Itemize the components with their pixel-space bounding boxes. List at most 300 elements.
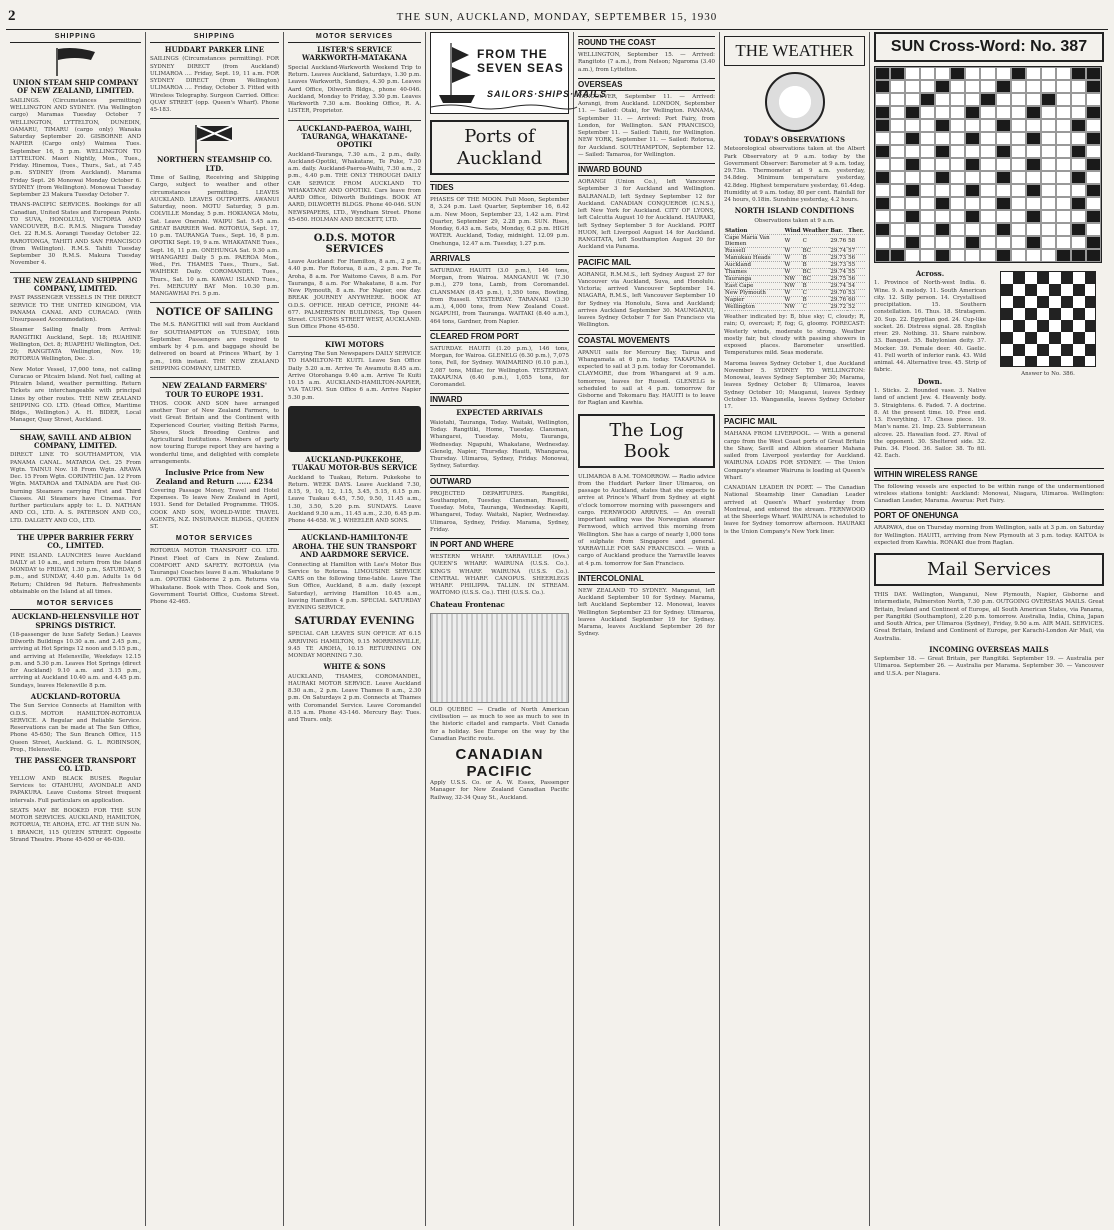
crossword-black-square: [1011, 67, 1026, 80]
coastal-heading: COASTAL MOVEMENTS: [578, 334, 715, 347]
column-shipping-news: [574, 32, 720, 1226]
crossword-cell[interactable]: [1056, 80, 1071, 93]
crossword-cell[interactable]: [1011, 119, 1026, 132]
te-aroha-service-text: Connecting at Hamilton with Lee's Motor Bus Service to Rotorua. LIMOUSINE SERVICE CARS on the following time-table. Leave The Sun Office, Auckland, 8 a.m. daily (except Saturday), arriving Hamilton 10.45 a.m., leaving Hamilton 4 p.m. SPECIAL SATURDAY EVENING SERVICE.: [288, 561, 421, 612]
crossword-cell[interactable]: [1056, 67, 1071, 80]
table-cell: Napier: [724, 297, 784, 304]
table-cell: W: [784, 269, 802, 276]
crossword-black-square: [996, 171, 1011, 184]
masthead-title: THE SUN, AUCKLAND, MONDAY, SEPTEMBER 15, 1930: [396, 11, 718, 23]
crossword-black-square: [875, 119, 890, 132]
divider: [288, 529, 421, 530]
crossword-cell[interactable]: [980, 158, 995, 171]
crossword-cell[interactable]: [1071, 106, 1086, 119]
canadian-pacific-text: Apply U.S.S. Co. or A. W. Essex, Passenger Manager for New Zealand Canadian Pacific Railway, 32-34 Quay St., Auckland.: [430, 780, 569, 801]
log-book-text: ULIMAROA 8 A.M. TOMORROW. — Radio advice from the Huddart Parker liner Ulimaroa, on passage to Auckland, states that she expects to arrive at Prince's Wharf from Sydney at eight o'clock tomorrow morning with passengers and cargo. FERNWOOD ARRIVES. — An overall important sailing was the Norwegian steamer Fernwood, which arrived this morning from Wellington. She has a cargo of nearly 1,000 tons of sulphate from Singapore and general. YARRAVILLE FOR SAN FRANCISCO. — With a cargo of Auckland produce the Yarraville leaves at 4 p.m. tomorrow for San Francisco.: [578, 473, 715, 567]
crossword-cell[interactable]: [890, 80, 905, 93]
crossword-cell[interactable]: [1071, 236, 1086, 249]
crossword-cell[interactable]: [920, 80, 935, 93]
lister-service-text: Special Auckland-Warkworth Weekend Trip to Return. Leaves Auckland, Saturdays, 1.30 p.m. Leaves Warkworth, Sundays, 4.30 p.m. Leaves Aard Office, Dilworth Bldgs., phone 40-046. Auckland, Monday to Friday, 3.30 p.m. Leaves Warkworth 7.30 a.m. Booking Office, R. A. LISTER, Proprietor.: [288, 64, 421, 115]
crossword-cell[interactable]: [890, 106, 905, 119]
crossword-cell[interactable]: [965, 119, 980, 132]
crossword-black-square: [890, 67, 905, 80]
chateau-text: OLD QUEBEC — Cradle of North American civilisation — as much to see as much to see in the historic citadel and ramparts. Visit Canada for a holiday. See Europe on the way by the Canadian Pacific route.: [430, 706, 569, 742]
table-cell: 29.76: [829, 235, 847, 248]
table-cell: 56: [847, 276, 865, 283]
crossword-cell[interactable]: [920, 249, 935, 262]
table-cell: 29.74: [830, 283, 847, 290]
crossword-cell[interactable]: [1011, 158, 1026, 171]
crossword-cell[interactable]: [1011, 236, 1026, 249]
crossword-black-square: [875, 67, 890, 80]
coastal-text: APANUI sails for Mercury Bay, Tairua and Whangamata at 6 p.m. today. TAKAPUNA is expected to sail at 3 p.m. today for Coromandel. CLAYMORE, due from Whangarei at 9 a.m. tomorrow, leaves for Russell. GLENELG is scheduled to sail at 4 p.m. tomorrow for Gisborne and Tokomaru Bay. HAUITI is to leave for Raglan and Kawhia.: [578, 349, 715, 407]
crossword-cell[interactable]: [1026, 80, 1041, 93]
crossword-cell[interactable]: [1011, 171, 1026, 184]
crossword-cell[interactable]: [890, 236, 905, 249]
crossword-cell[interactable]: [1011, 197, 1026, 210]
table-row: [724, 304, 865, 311]
column-heading: SHIPPING: [150, 32, 279, 43]
table-cell: C: [802, 235, 830, 248]
crossword-cell[interactable]: [875, 158, 890, 171]
table-cell: Auckland: [724, 262, 784, 269]
columns: [6, 32, 1108, 1226]
divider: [10, 429, 141, 430]
divider: [288, 228, 421, 229]
crossword-cell[interactable]: [980, 249, 995, 262]
table-row: [724, 290, 865, 297]
tides-heading: TIDES: [430, 181, 569, 194]
crossword-cell[interactable]: [980, 184, 995, 197]
divider: [288, 120, 421, 121]
crossword-cell[interactable]: [935, 106, 950, 119]
crossword-cell[interactable]: [935, 210, 950, 223]
crossword-cell[interactable]: [1086, 171, 1101, 184]
rotorua-service-name: AUCKLAND-ROTORUA: [30, 691, 121, 701]
upper-barrier-ferry-text: PINE ISLAND. LAUNCHES leave Auckland DAILY at 10 a.m., and return from the Island MONDAY to FRIDAY, 1.30 p.m., SATURDAY, 5 p.m., and SUNDAY, 4.40 p.m. Adults 1s 6d Return; Children 9d Return. Refreshments obtainable on the Island at all times.: [10, 552, 141, 595]
column-crossword: [870, 32, 1108, 1226]
crossword-cell[interactable]: [905, 119, 920, 132]
crossword-cell[interactable]: [950, 184, 965, 197]
crossword-cell[interactable]: [905, 197, 920, 210]
crossword-cell[interactable]: [980, 171, 995, 184]
crossword-cell[interactable]: [1026, 223, 1041, 236]
crossword-cell[interactable]: [1071, 80, 1086, 93]
crossword-cell[interactable]: [935, 236, 950, 249]
crossword-black-square: [1026, 236, 1041, 249]
crossword-cell[interactable]: [920, 145, 935, 158]
crossword-cell[interactable]: [1086, 145, 1101, 158]
crossword-black-square: [1056, 249, 1071, 262]
table-cell: BC: [802, 248, 830, 255]
crossword-cell[interactable]: [1041, 145, 1056, 158]
crossword-black-square: [875, 80, 890, 93]
crossword-cell[interactable]: [950, 145, 965, 158]
crossword-cell[interactable]: [1086, 93, 1101, 106]
notice-of-sailing-heading: NOTICE OF SAILING: [155, 307, 274, 319]
table-cell: 55: [847, 262, 865, 269]
crossword-cell[interactable]: [1041, 80, 1056, 93]
crossword-cell[interactable]: [965, 223, 980, 236]
table-cell: W: [784, 290, 802, 297]
crossword-black-square: [905, 132, 920, 145]
intercolonial-text: NEW ZEALAND TO SYDNEY. Manganui, left Auckland September 10 for Sydney. Marama, left Auckland September 12. Monowai, leaves Wellington September 23 for Sydney. Ulimaroa, leaves Auckland September 19 for Sydney. Marama, leaves Auckland September 26 for Sydney.: [578, 587, 715, 638]
cleared-heading: CLEARED FROM PORT: [430, 330, 569, 343]
table-cell: 29.73: [830, 262, 847, 269]
crossword-cell[interactable]: [1056, 145, 1071, 158]
table-cell: New Plymouth: [724, 290, 784, 297]
canadian-leader-text: CANADIAN LEADER IN PORT. — The Canadian National Steamship liner Canadian Leader arrived at Queen's Wharf yesterday from Montreal, and entered the stream. FERNWOOD at the Sheerlegs Wharf. WAIRUNA is scheduled to leave for Sydney tomorrow afternoon. HAURAKI is the Union Company's New York liner.: [724, 485, 865, 535]
crossword-black-square: [965, 158, 980, 171]
crossword-cell[interactable]: [935, 93, 950, 106]
crossword-cell[interactable]: [920, 210, 935, 223]
north-island-table: [724, 228, 865, 311]
crossword-cell[interactable]: [965, 171, 980, 184]
crossword-cell[interactable]: [1011, 184, 1026, 197]
white-sons-name: WHITE & SONS: [323, 662, 386, 672]
crossword-cell[interactable]: [1026, 119, 1041, 132]
overseas-heading: OVERSEAS: [578, 78, 715, 91]
crossword-cell[interactable]: [1071, 184, 1086, 197]
crossword-cell[interactable]: [950, 197, 965, 210]
crossword-cell[interactable]: [890, 132, 905, 145]
trans-pacific-services: TRANS-PACIFIC SERVICES. Bookings for all Canadian, United States and European Points. TO SUVA, HONOLULU, VICTORIA AND VANCOUVER, B.C. R.M.S. Niagara Tuesday Oct. 22 R.M.S. Aorangi Tuesday October 22. RAROTONGA, TAHITI AND SAN FRANCISCO (from Wellington). R.M.S. Tahiti Tuesday September 30 R.M.S. Makura Tuesday November 4.: [10, 202, 141, 267]
table-cell: 29.74: [830, 248, 847, 255]
crossword-cell[interactable]: [875, 210, 890, 223]
crossword-cell[interactable]: [920, 119, 935, 132]
crossword-black-square: [905, 210, 920, 223]
crossword-cell[interactable]: [1056, 210, 1071, 223]
crossword-cell[interactable]: [890, 184, 905, 197]
table-cell: 57: [847, 248, 865, 255]
chateau-caption: Chateau Frontenac: [430, 599, 505, 609]
crossword-black-square: [996, 145, 1011, 158]
mail-services-title: Mail Services: [874, 553, 1104, 586]
crossword-cell[interactable]: [980, 106, 995, 119]
crossword-cell[interactable]: [1041, 106, 1056, 119]
crossword-cell[interactable]: [1041, 210, 1056, 223]
helensville-service-name: AUCKLAND-HELENSVILLE HOT SPRINGS DISTRICT.: [12, 612, 139, 630]
divider: [288, 336, 421, 337]
crossword-cell[interactable]: [1011, 223, 1026, 236]
crossword-cell[interactable]: [890, 223, 905, 236]
crossword-black-square: [1086, 67, 1101, 80]
crossword-cell[interactable]: [920, 171, 935, 184]
crossword-cell[interactable]: [920, 197, 935, 210]
crossword-black-square: [1071, 223, 1086, 236]
crossword-cell[interactable]: [980, 132, 995, 145]
crossword-cell[interactable]: [890, 171, 905, 184]
crossword-cell[interactable]: [1026, 249, 1041, 262]
crossword-cell[interactable]: [996, 106, 1011, 119]
table-row: [724, 276, 865, 283]
crossword-cell[interactable]: [1056, 236, 1071, 249]
crossword-cell[interactable]: [1011, 249, 1026, 262]
crossword-cell[interactable]: [1086, 223, 1101, 236]
table-cell: 29.72: [830, 304, 847, 311]
crossword-cell[interactable]: [920, 67, 935, 80]
crossword-cell[interactable]: [980, 197, 995, 210]
crossword-black-square: [1041, 93, 1056, 106]
cook-tour-text-2: Covering Passage Money, Travel and Hotel Expenses. To leave New Zealand in April, 1931. Send for Detailed Programme. THOS. COOK AND SON, WORLD-WIDE TRAVEL AGENTS, N.Z. INSURANCE BLDGS., QUEEN ST.: [150, 487, 279, 531]
crossword-cell[interactable]: [935, 132, 950, 145]
crossword-black-square: [875, 145, 890, 158]
seven-seas-title: FROM THE SEVEN SEAS: [477, 47, 564, 75]
crossword-cell[interactable]: [950, 223, 965, 236]
crossword-cell[interactable]: [965, 80, 980, 93]
crossword-cell[interactable]: [950, 93, 965, 106]
crossword-cell[interactable]: [1026, 197, 1041, 210]
table-cell: East Cape: [724, 283, 784, 290]
overseas-text: VANCOUVER, September 11. — Arrived: Aorangi, from Auckland. LONDON, September 11. — Sailed: Otaki, for Wellington. PANAMA, September 11. — Arrived: Port Fairy, from London, for Wellington. SAN FRANCISCO, September 11. — Sailed: Tahiti, for Wellington. NEW YORK, September 11. — Sailed: Rotorua, for Auckland. SOUTHAMPTON, September 12. — Sailed: Tamaroa, for Wellington.: [578, 93, 715, 158]
crossword-cell[interactable]: [1086, 197, 1101, 210]
crossword-black-square: [1071, 119, 1086, 132]
crossword-cell[interactable]: [965, 197, 980, 210]
crossword-cell[interactable]: [890, 158, 905, 171]
crossword-cell[interactable]: [890, 197, 905, 210]
table-cell: Manukau Heads: [724, 255, 784, 262]
union-company-flag-icon: [53, 46, 99, 76]
crossword-cell[interactable]: [1041, 184, 1056, 197]
crossword-cell[interactable]: [980, 80, 995, 93]
crossword-cell[interactable]: [1056, 184, 1071, 197]
crossword-cell[interactable]: [1056, 223, 1071, 236]
crossword-cell[interactable]: [1056, 197, 1071, 210]
crossword-cell[interactable]: [1041, 158, 1056, 171]
crossword-title: SUN Cross-Word: No. 387: [874, 32, 1104, 62]
seven-seas-subtitle: SAILORS·SHIPS·MAILS: [487, 89, 608, 99]
table-cell: 54: [847, 283, 865, 290]
ports-of-auckland-title: Ports of Auckland: [430, 120, 569, 175]
crossword-cell[interactable]: [875, 236, 890, 249]
crossword-cell[interactable]: [965, 93, 980, 106]
crossword-cell[interactable]: [920, 184, 935, 197]
crossword-cell[interactable]: [1086, 119, 1101, 132]
table-cell: 52: [847, 304, 865, 311]
crossword-black-square: [935, 197, 950, 210]
crossword-cell[interactable]: [1026, 93, 1041, 106]
crossword-black-square: [905, 158, 920, 171]
seats-booking-notice: SEATS MAY BE BOOKED FOR THE SUN MOTOR SERVICES. AUCKLAND, HAMILTON, ROTORUA, TE AROHA, ETC. AT THE SUN No. 1 BRANCH, 115 QUEEN STREET. Opposite Strand Theatre. Phone 45-650 or 46-030.: [10, 807, 141, 843]
crossword-cell[interactable]: [996, 67, 1011, 80]
crossword-black-square: [905, 106, 920, 119]
crossword-cell[interactable]: [1056, 119, 1071, 132]
crossword-black-square: [1086, 132, 1101, 145]
crossword-cell[interactable]: [950, 106, 965, 119]
crossword-cell[interactable]: [1011, 106, 1026, 119]
table-row: [724, 248, 865, 255]
northern-steamship-name: NORTHERN STEAMSHIP CO. LTD.: [156, 155, 273, 173]
crossword-black-square: [1071, 249, 1086, 262]
crossword-cell[interactable]: [996, 93, 1011, 106]
crossword-cell[interactable]: [950, 236, 965, 249]
crossword-black-square: [1026, 210, 1041, 223]
crossword-cell[interactable]: [905, 67, 920, 80]
table-row: [724, 235, 865, 248]
crossword-cell[interactable]: [980, 119, 995, 132]
crossword-cell[interactable]: [1071, 158, 1086, 171]
northern-steamship-text: Time of Sailing, Receiving and Shipping Cargo, subject to weather and other circumstances permitting. LEAVES AUCKLAND. LEAVES OUTPORTS. AWANUI Saturday, noon. MOTU Saturday, 5 p.m. COLVILLE Monday, 5 p.m. HOKIANGA Motu, Sat. Leave Onerahi. WAIPU Sat. 5.45 a.m. GREAT BARRIER Wed. ROTORUA, Sept. 17, 10 p.m. TAURANGA Tues., Sept. 16, 8 p.m. OPOTIKI Sept. 19, 9 a.m. WHAKATANE Tues., Sept. 16, 11 p.m. ONEHUNGA Sat. 9.30 a.m. WHANGAREI Daily 5 p.m. PAEROA Mon., Wed., Fri. THAMES Tues., Thurs., Sat. WAIHEKE Daily. COROMANDEL Tues., Thurs., Sat. 10 a.m. KAWAU ISLAND Tues., Fri. MERCURY BAY Mon. 10.30 p.m. MANGAWHAI Fri. 5 p.m.: [150, 175, 280, 298]
mahana-text: MAHANA FROM LIVERPOOL. — With a general cargo from the West Coast ports of Great Britain the Shaw, Savill and Albion steamer Mahana sailed from Liverpool yesterday for Auckland. WAIRUNA LOADS FOR SYDNEY. — The Union Company's steamer Wairuna is loading at Queen's Wharf.: [724, 431, 865, 481]
crossword-cell[interactable]: [1026, 145, 1041, 158]
divider: [10, 529, 141, 530]
crossword-cell[interactable]: [1056, 93, 1071, 106]
crossword-black-square: [1071, 171, 1086, 184]
divider: [150, 377, 279, 378]
crossword-grid[interactable]: [874, 66, 1102, 263]
rotorua-motor-transport: ROTORUA MOTOR TRANSPORT CO. LTD. Finest Fleet of Cars in New Zealand. COMFORT AND SAFETY. ROTORUA (via Tauranga) Coaches leave 8 a.m. Whakatane 9 a.m. OPOTIKI Gisborne 2 p.m. Returns via Whakatane. Book with Thos. Cook and Son, Government Tourist Office, Customs Street. Phone 42-465.: [150, 548, 279, 606]
cleared-text: SATURDAY. HAUITI (1.20 p.m.), 146 tons, Morgan, for Wairoa. GLENELG (6.30 p.m.), 7,075 tons, Fell, for Sydney. WAIMARINO (6.10 p.m.), 2,087 tons, Millar, for Wellington. YESTERDAY. TAKAPUNA (6.40 p.m.), 1,055 tons, for Coromandel.: [430, 345, 569, 389]
crossword-cell[interactable]: [950, 210, 965, 223]
crossword-cell[interactable]: [1041, 223, 1056, 236]
saturday-evening-text: SPECIAL CAR LEAVES SUN OFFICE AT 6.15 ARRIVING HAMILTON, 9.15 MORRINSVILLE, 9.45 TE AROHA, 10.15 RETURNING ON MONDAY MORNING 7.30.: [288, 631, 421, 660]
aard-service-text: Auckland-Tauranga, 7.30 a.m., 2 p.m., daily. Auckland-Opotiki, Whakatane, Te Puke, 7.30 a.m. daily. Auckland-Paeroa-Waihi, 7.30 a.m., 2 p.m., 4.40 p.m. THE ONLY THROUGH DAILY CAR SERVICE FROM AUCKLAND TO WHAKATANE AND OPOTIKI. Cars leave from AARD Office, Dilworth Buildings. BOOK AT AARD, DILWORTH BLDGS. Phone 40-046. SUN NEWSPAPERS, LTD., Wyndham Street. Phone 45-650. HOLMAN AND BECKETT, LTD.: [288, 151, 421, 223]
crossword-cell[interactable]: [890, 119, 905, 132]
divider: [150, 118, 279, 119]
across-clues: 1. Province of North-west India. 6. Wine. 9. A melody. 11. South American city. 12. Silly person. 14. Crystallised precipitation. 15. Southern constellation. 16. Thus. 18. Stratagem. 20. Sup. 22. Egyptian god. 24. Cup-like socket. 26. Distress signal. 28. English river. 29. Nothing. 31. Share rainbow. 33. Banquet. 35. Babylonian deity. 37. Mocker. 39. Female deer. 40. Gaelic. 41. Fell worth of inferior rank. 43. Wild animal. 44. Alternative tree. 45. Strip of fabric.: [874, 280, 986, 374]
crossword-cell[interactable]: [905, 171, 920, 184]
crossword-cell[interactable]: [920, 106, 935, 119]
crossword-cell[interactable]: [1071, 210, 1086, 223]
crossword-cell[interactable]: [980, 223, 995, 236]
crossword-black-square: [875, 223, 890, 236]
crossword-cell[interactable]: [920, 132, 935, 145]
crossword-black-square: [1071, 67, 1086, 80]
down-heading: Down.: [917, 376, 943, 386]
crossword-cell[interactable]: [1041, 132, 1056, 145]
table-cell: 53: [847, 290, 865, 297]
table-cell: W: [784, 297, 802, 304]
crossword-cell[interactable]: [935, 158, 950, 171]
crossword-cell[interactable]: [980, 236, 995, 249]
crossword-cell[interactable]: [1026, 171, 1041, 184]
crossword-black-square: [1086, 158, 1101, 171]
crossword-black-square: [1086, 249, 1101, 262]
column-shipping-2: [146, 32, 284, 1226]
inward-heading: INWARD: [430, 393, 569, 406]
crossword-cell[interactable]: [905, 80, 920, 93]
onehunga-heading: PORT OF ONEHUNGA: [874, 509, 1104, 522]
crossword-cell[interactable]: [1011, 80, 1026, 93]
crossword-cell[interactable]: [996, 132, 1011, 145]
crossword-cell[interactable]: [1071, 132, 1086, 145]
table-cell: Wellington: [724, 304, 784, 311]
crossword-cell[interactable]: [935, 67, 950, 80]
crossword-cell[interactable]: [965, 67, 980, 80]
observations-heading: TODAY'S OBSERVATIONS: [743, 135, 846, 144]
crossword-cell[interactable]: [1011, 93, 1026, 106]
crossword-cell[interactable]: [905, 145, 920, 158]
crossword-black-square: [950, 67, 965, 80]
nz-shipping-company-text: FAST PASSENGER VESSELS IN THE DIRECT SERVICE TO THE UNITED KINGDOM, VIA PANAMA CANAL AND CURACAO. (With Unsurpassed Accommodation).: [10, 295, 141, 324]
crossword-cell[interactable]: [980, 210, 995, 223]
crossword-cell[interactable]: [920, 223, 935, 236]
crossword-black-square: [980, 93, 995, 106]
crossword-black-square: [965, 132, 980, 145]
aard-service-name: AUCKLAND-PAEROA, WAIHI, TAURANGA, WHAKATANE-OPOTIKI: [296, 123, 413, 150]
crossword-cell[interactable]: [920, 158, 935, 171]
crossword-cell[interactable]: [1071, 93, 1086, 106]
crossword-cell[interactable]: [905, 249, 920, 262]
crossword-cell[interactable]: [1011, 210, 1026, 223]
crossword-cell[interactable]: [996, 210, 1011, 223]
crossword-cell[interactable]: [905, 93, 920, 106]
table-cell: Cape Maria Van Diemen: [724, 235, 784, 248]
crossword-cell[interactable]: [980, 145, 995, 158]
table-cell: 55: [847, 269, 865, 276]
in-port-text: WESTERN WHARF. YARRAVILLE (Ovs.) QUEEN'S WHARF. WAIRUNA (U.S.S. Co.). KING'S WHARF. WAIRUNA (U.S.S. Co.). CENTRAL WHARF. CANOPUS. SHEERLEGS WHARF. PHILIPPA. TALLIN. IN STREAM. WAITOMO (U.S.S. Co.). TIHI (U.S.S. Co.).: [430, 554, 569, 597]
crossword-black-square: [935, 145, 950, 158]
crossword-cell[interactable]: [1041, 249, 1056, 262]
crossword-cell[interactable]: [890, 93, 905, 106]
north-island-heading: NORTH ISLAND CONDITIONS: [734, 206, 855, 216]
crossword-cell[interactable]: [875, 132, 890, 145]
crossword-black-square: [875, 197, 890, 210]
crossword-cell[interactable]: [965, 145, 980, 158]
crossword-cell[interactable]: [1041, 197, 1056, 210]
table-cell: W: [784, 255, 802, 262]
crossword-cell[interactable]: [950, 119, 965, 132]
crossword-cell[interactable]: [890, 210, 905, 223]
crossword-cell[interactable]: [920, 236, 935, 249]
crossword-cell[interactable]: [875, 184, 890, 197]
crossword-black-square: [935, 80, 950, 93]
crossword-cell[interactable]: [950, 158, 965, 171]
ods-service-text: Leave Auckland: For Hamilton, 8 a.m., 2 p.m., 4.40 p.m. For Rotorua, 8 a.m., 2 p.m. For Te Aroha, 8 a.m. For Waitomo Caves, 8 a.m. For Tauranga, 8 a.m. For Whakatane, 8 a.m. For New Plymouth, 8 a.m. For Napier, one day. BREAK JOURNEY ANYWHERE. BOOK AT O.D.S. OFFICE. HEAD OFFICE, PHONE 44-677. PALMERSTON BUILDINGS, Top Queen Street. CUSTOMS STREET WEST, AUCKLAND. Sun Office Phone 45-650.: [288, 259, 421, 331]
crossword-cell[interactable]: [1011, 145, 1026, 158]
table-row: [724, 262, 865, 269]
crossword-cell[interactable]: [1041, 236, 1056, 249]
down-clues: 1. Sticks. 2. Rounded vase. 3. Native land of ancient Jew. 4. Heavenly body. 5. Straightens. 6. Faded. 7. A doctrine. 8. At the present time. 10. Free end. 13. Everything. 17. Chess piece. 19. Man's name. 21. Imp. 23. Subterranean alcove. 25. Hawaiian food. 27. Rival of the opponent. 30. Sheltered side. 32. Pain. 34. Flood. 36. Sailor. 38. To fill. 42. Each.: [874, 388, 986, 460]
crossword-cell[interactable]: [1041, 171, 1056, 184]
crossword-black-square: [875, 249, 890, 262]
crossword-cell[interactable]: [1056, 132, 1071, 145]
crossword-cell[interactable]: [1026, 67, 1041, 80]
table-cell: W: [784, 235, 802, 248]
crossword-cell[interactable]: [996, 184, 1011, 197]
crossword-cell[interactable]: [905, 223, 920, 236]
crossword-cell[interactable]: [950, 132, 965, 145]
intercolonial-continued: Maroma leaves Sydney October 1, due Auckland November 5. SYDNEY TO WELLINGTON: Monowai, leaves Sydney September 30; Marama, leaves Sydney October 8; Ulimaroa, leaves Sydney October 10; Mauganui, leaves Sydney October 15. Wanganella, leaves Sydney October 17.: [724, 360, 865, 411]
bus-illustration: [288, 406, 421, 452]
crossword-cell[interactable]: [950, 80, 965, 93]
column-heading: MOTOR SERVICES: [288, 32, 421, 43]
north-island-subheading: Observations taken at 9 a.m.: [754, 217, 835, 224]
crossword-cell[interactable]: [1011, 132, 1026, 145]
crossword-cell[interactable]: [1041, 119, 1056, 132]
crossword-cell[interactable]: [996, 158, 1011, 171]
crossword-cell[interactable]: [950, 249, 965, 262]
table-cell: 60: [847, 297, 865, 304]
crossword-cell[interactable]: [875, 93, 890, 106]
crossword-cell[interactable]: [996, 236, 1011, 249]
crossword-cell[interactable]: [890, 145, 905, 158]
divider: [150, 302, 279, 303]
crossword-cell[interactable]: [1056, 158, 1071, 171]
crossword-cell[interactable]: [1041, 67, 1056, 80]
crossword-cell[interactable]: [965, 249, 980, 262]
forecast-text: Weather indicated by: B, blue sky; C, cloudy; R, rain; O, overcast; F, fog; G, gloomy. FORECAST: Westerly winds, moderate to strong. Weather mostly fair, but cloudy with passing showers in exposed places. Barometer unsettled. Temperatures mild. Seas moderate.: [724, 314, 865, 357]
weather-seal-icon: [765, 72, 825, 132]
crossword-cell[interactable]: [1056, 106, 1071, 119]
table-cell: NW: [784, 276, 802, 283]
answer-caption: Answer to No. 386.: [1021, 371, 1075, 377]
crossword-cell[interactable]: [1056, 171, 1071, 184]
crossword-cell[interactable]: [980, 67, 995, 80]
crossword-cell[interactable]: [950, 171, 965, 184]
crossword-cell[interactable]: [935, 184, 950, 197]
in-port-heading: IN PORT AND WHERE: [430, 538, 569, 551]
